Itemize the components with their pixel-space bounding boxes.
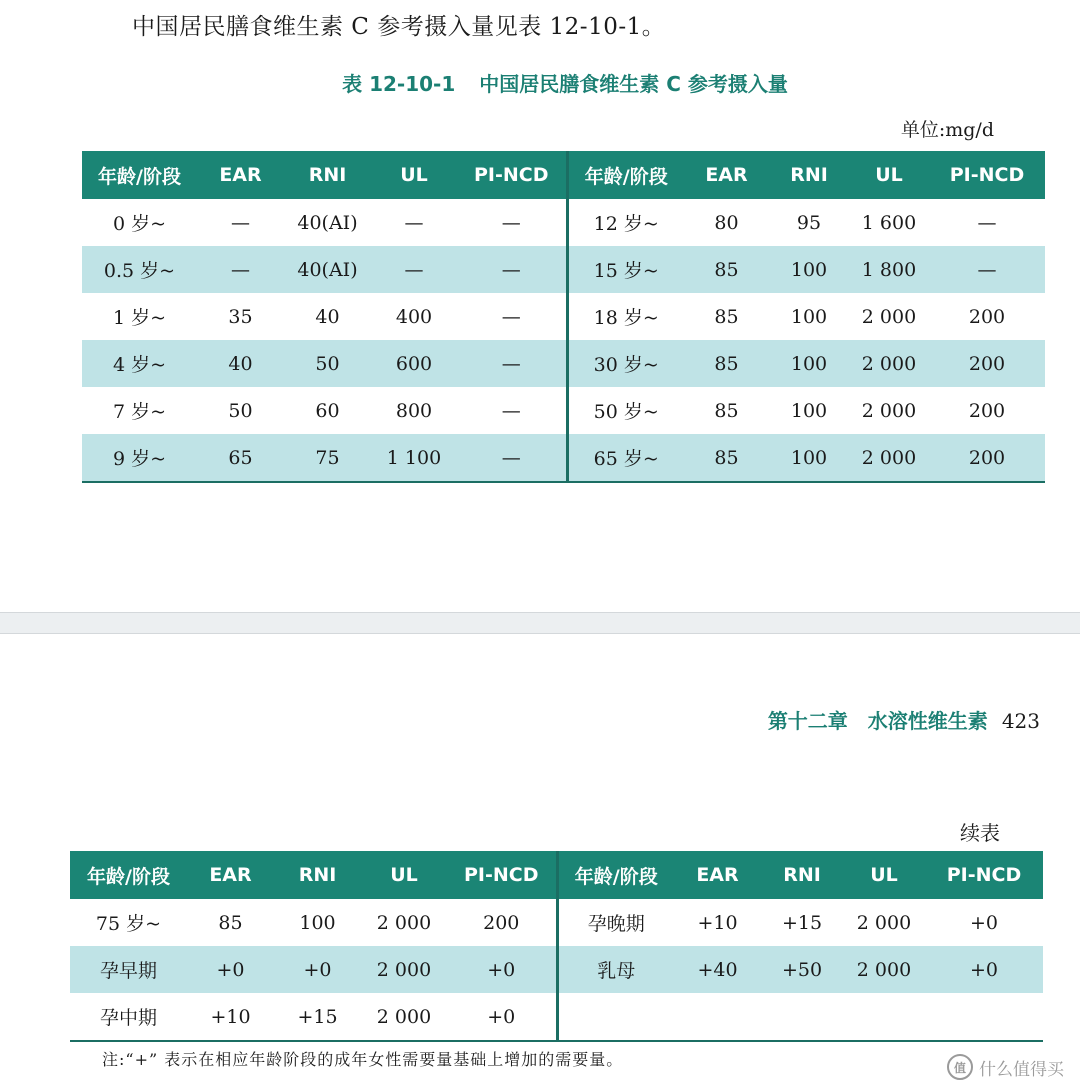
value-cell: 800	[395, 399, 433, 422]
value-cell: —	[929, 246, 1045, 293]
table-row	[70, 946, 1043, 993]
header-cell: UL	[361, 851, 447, 899]
table-number: 表 12-10-1	[342, 72, 456, 96]
header-cell: UL	[849, 151, 929, 199]
header-cell: PI-NCD	[925, 851, 1043, 899]
value-cell: +40	[674, 946, 761, 993]
header-cell: PI-NCD	[447, 851, 557, 899]
value-cell: 200	[929, 434, 1045, 482]
age-cell: 30 岁~	[567, 340, 684, 387]
value-cell: 100	[769, 246, 849, 293]
watermark-logo-icon: 值	[947, 1054, 973, 1080]
table-row	[82, 387, 1045, 434]
value-cell: +0	[969, 911, 998, 934]
value-cell: 1 600	[861, 211, 917, 234]
age-cell: 1 岁~	[112, 307, 167, 329]
value-cell: 2 000	[861, 305, 917, 328]
table-title-text: 中国居民膳食维生素 C 参考摄入量	[479, 72, 788, 96]
watermark	[947, 1054, 1064, 1080]
value-cell: 50	[284, 340, 371, 387]
age-cell: 4 岁~	[82, 340, 197, 387]
header-cell: RNI	[284, 151, 371, 199]
value-cell: 60	[315, 399, 340, 422]
value-cell: +10	[187, 993, 274, 1041]
value-cell: —	[457, 434, 567, 482]
value-cell: 100	[769, 434, 849, 482]
age-cell	[557, 993, 674, 1041]
value-cell: —	[197, 246, 284, 293]
vitamin-c-table	[82, 151, 1045, 483]
value-cell: +50	[761, 946, 843, 993]
value-cell: 35	[228, 305, 253, 328]
table-header-row	[82, 151, 1045, 199]
value-cell: 200	[929, 340, 1045, 387]
header-cell: EAR	[684, 151, 769, 199]
age-cell: 孕早期	[70, 946, 187, 993]
value-cell: 95	[796, 211, 822, 234]
age-cell: 9 岁~	[82, 434, 197, 482]
value-cell	[925, 993, 1043, 1041]
value-cell: —	[977, 211, 997, 234]
table-row	[82, 293, 1045, 340]
value-cell: —	[404, 211, 424, 234]
page-break	[0, 612, 1080, 634]
value-cell: +10	[697, 911, 738, 934]
header-cell: EAR	[674, 851, 761, 899]
age-cell: 75 岁~	[95, 913, 162, 935]
continued-label: 续表	[960, 821, 1000, 845]
table-row	[82, 434, 1045, 482]
age-cell: 孕中期	[70, 993, 187, 1041]
value-cell: 200	[968, 399, 1006, 422]
header-cell: RNI	[274, 851, 361, 899]
value-cell: —	[457, 340, 567, 387]
age-cell: 乳母	[557, 946, 674, 993]
value-cell: 200	[968, 305, 1006, 328]
header-cell: PI-NCD	[457, 151, 567, 199]
unit-label: 单位:mg/d	[900, 119, 994, 141]
age-cell: 孕晚期	[557, 899, 674, 946]
header-cell: RNI	[761, 851, 843, 899]
value-cell: 40	[197, 340, 284, 387]
age-cell: 7 岁~	[112, 401, 167, 423]
vitamin-c-table-continued	[70, 851, 1043, 1042]
page-number: 423	[1001, 709, 1040, 733]
value-cell: 85	[684, 434, 769, 482]
value-cell: 85	[714, 305, 739, 328]
value-cell: 50	[228, 399, 253, 422]
value-cell: 85	[714, 399, 739, 422]
value-cell: 100	[769, 340, 849, 387]
table-header-row	[70, 851, 1043, 899]
value-cell: 200	[483, 911, 520, 934]
age-cell: 0 岁~	[112, 213, 167, 235]
value-cell	[674, 993, 761, 1041]
value-cell: +0	[187, 946, 274, 993]
value-cell: 40(AI)	[284, 246, 371, 293]
table-row	[82, 246, 1045, 293]
value-cell: +15	[781, 911, 823, 934]
value-cell: 100	[790, 305, 828, 328]
value-cell: 400	[395, 305, 433, 328]
value-cell: 40(AI)	[297, 211, 358, 234]
value-cell: —	[457, 246, 567, 293]
value-cell: +0	[447, 993, 557, 1041]
value-cell: —	[501, 211, 521, 234]
header-cell: RNI	[769, 151, 849, 199]
value-cell: —	[501, 399, 521, 422]
value-cell: 40	[315, 305, 340, 328]
value-cell	[843, 993, 925, 1041]
header-cell: 年龄/阶段	[567, 151, 684, 199]
value-cell	[761, 993, 843, 1041]
header-cell: 年龄/阶段	[70, 851, 187, 899]
age-cell: 15 岁~	[567, 246, 684, 293]
value-cell: 2 000	[849, 340, 929, 387]
age-cell: 12 岁~	[567, 199, 684, 246]
value-cell: 80	[714, 211, 739, 234]
header-cell: UL	[371, 151, 457, 199]
value-cell: +15	[274, 993, 361, 1041]
value-cell: —	[231, 211, 250, 234]
value-cell: 2 000	[861, 399, 917, 422]
value-cell: 65	[197, 434, 284, 482]
chapter-title: 第十二章 水溶性维生素	[767, 709, 988, 733]
value-cell: +0	[274, 946, 361, 993]
header-cell: 年龄/阶段	[82, 151, 197, 199]
header-cell: PI-NCD	[929, 151, 1045, 199]
age-cell: 18 岁~	[567, 293, 684, 340]
value-cell: 2 000	[843, 946, 925, 993]
table-row	[82, 199, 1045, 246]
table-note: 注:“+” 表示在相应年龄阶段的成年女性需要量基础上增加的需要量。	[102, 1050, 624, 1069]
header-cell: EAR	[197, 151, 284, 199]
age-cell: 65 岁~	[567, 434, 684, 482]
age-cell: 0.5 岁~	[82, 246, 197, 293]
value-cell: +0	[447, 946, 557, 993]
value-cell: 600	[371, 340, 457, 387]
header-cell: UL	[843, 851, 925, 899]
table-row	[70, 993, 1043, 1041]
value-cell: 1 800	[849, 246, 929, 293]
table-row	[70, 899, 1043, 946]
value-cell: +0	[925, 946, 1043, 993]
watermark-text: 什么值得买	[979, 1059, 1064, 1080]
age-cell: 50 岁~	[567, 387, 684, 434]
table-title	[0, 68, 1080, 97]
table-row	[82, 340, 1045, 387]
value-cell: 2 000	[856, 911, 912, 934]
value-cell: 85	[218, 911, 243, 934]
chapter-header	[768, 705, 1040, 734]
intro-text: 中国居民膳食维生素 C 参考摄入量见表 12-10-1。	[132, 14, 666, 40]
value-cell: 100	[299, 911, 336, 934]
value-cell: 85	[684, 246, 769, 293]
value-cell: —	[371, 246, 457, 293]
value-cell: 1 100	[371, 434, 457, 482]
value-cell: —	[501, 305, 521, 328]
value-cell: 100	[790, 399, 828, 422]
value-cell: 2 000	[849, 434, 929, 482]
value-cell: 85	[684, 340, 769, 387]
header-cell: 年龄/阶段	[557, 851, 674, 899]
value-cell: 75	[284, 434, 371, 482]
value-cell: 2 000	[361, 993, 447, 1041]
header-cell: EAR	[187, 851, 274, 899]
value-cell: 2 000	[361, 946, 447, 993]
value-cell: 2 000	[376, 911, 432, 934]
